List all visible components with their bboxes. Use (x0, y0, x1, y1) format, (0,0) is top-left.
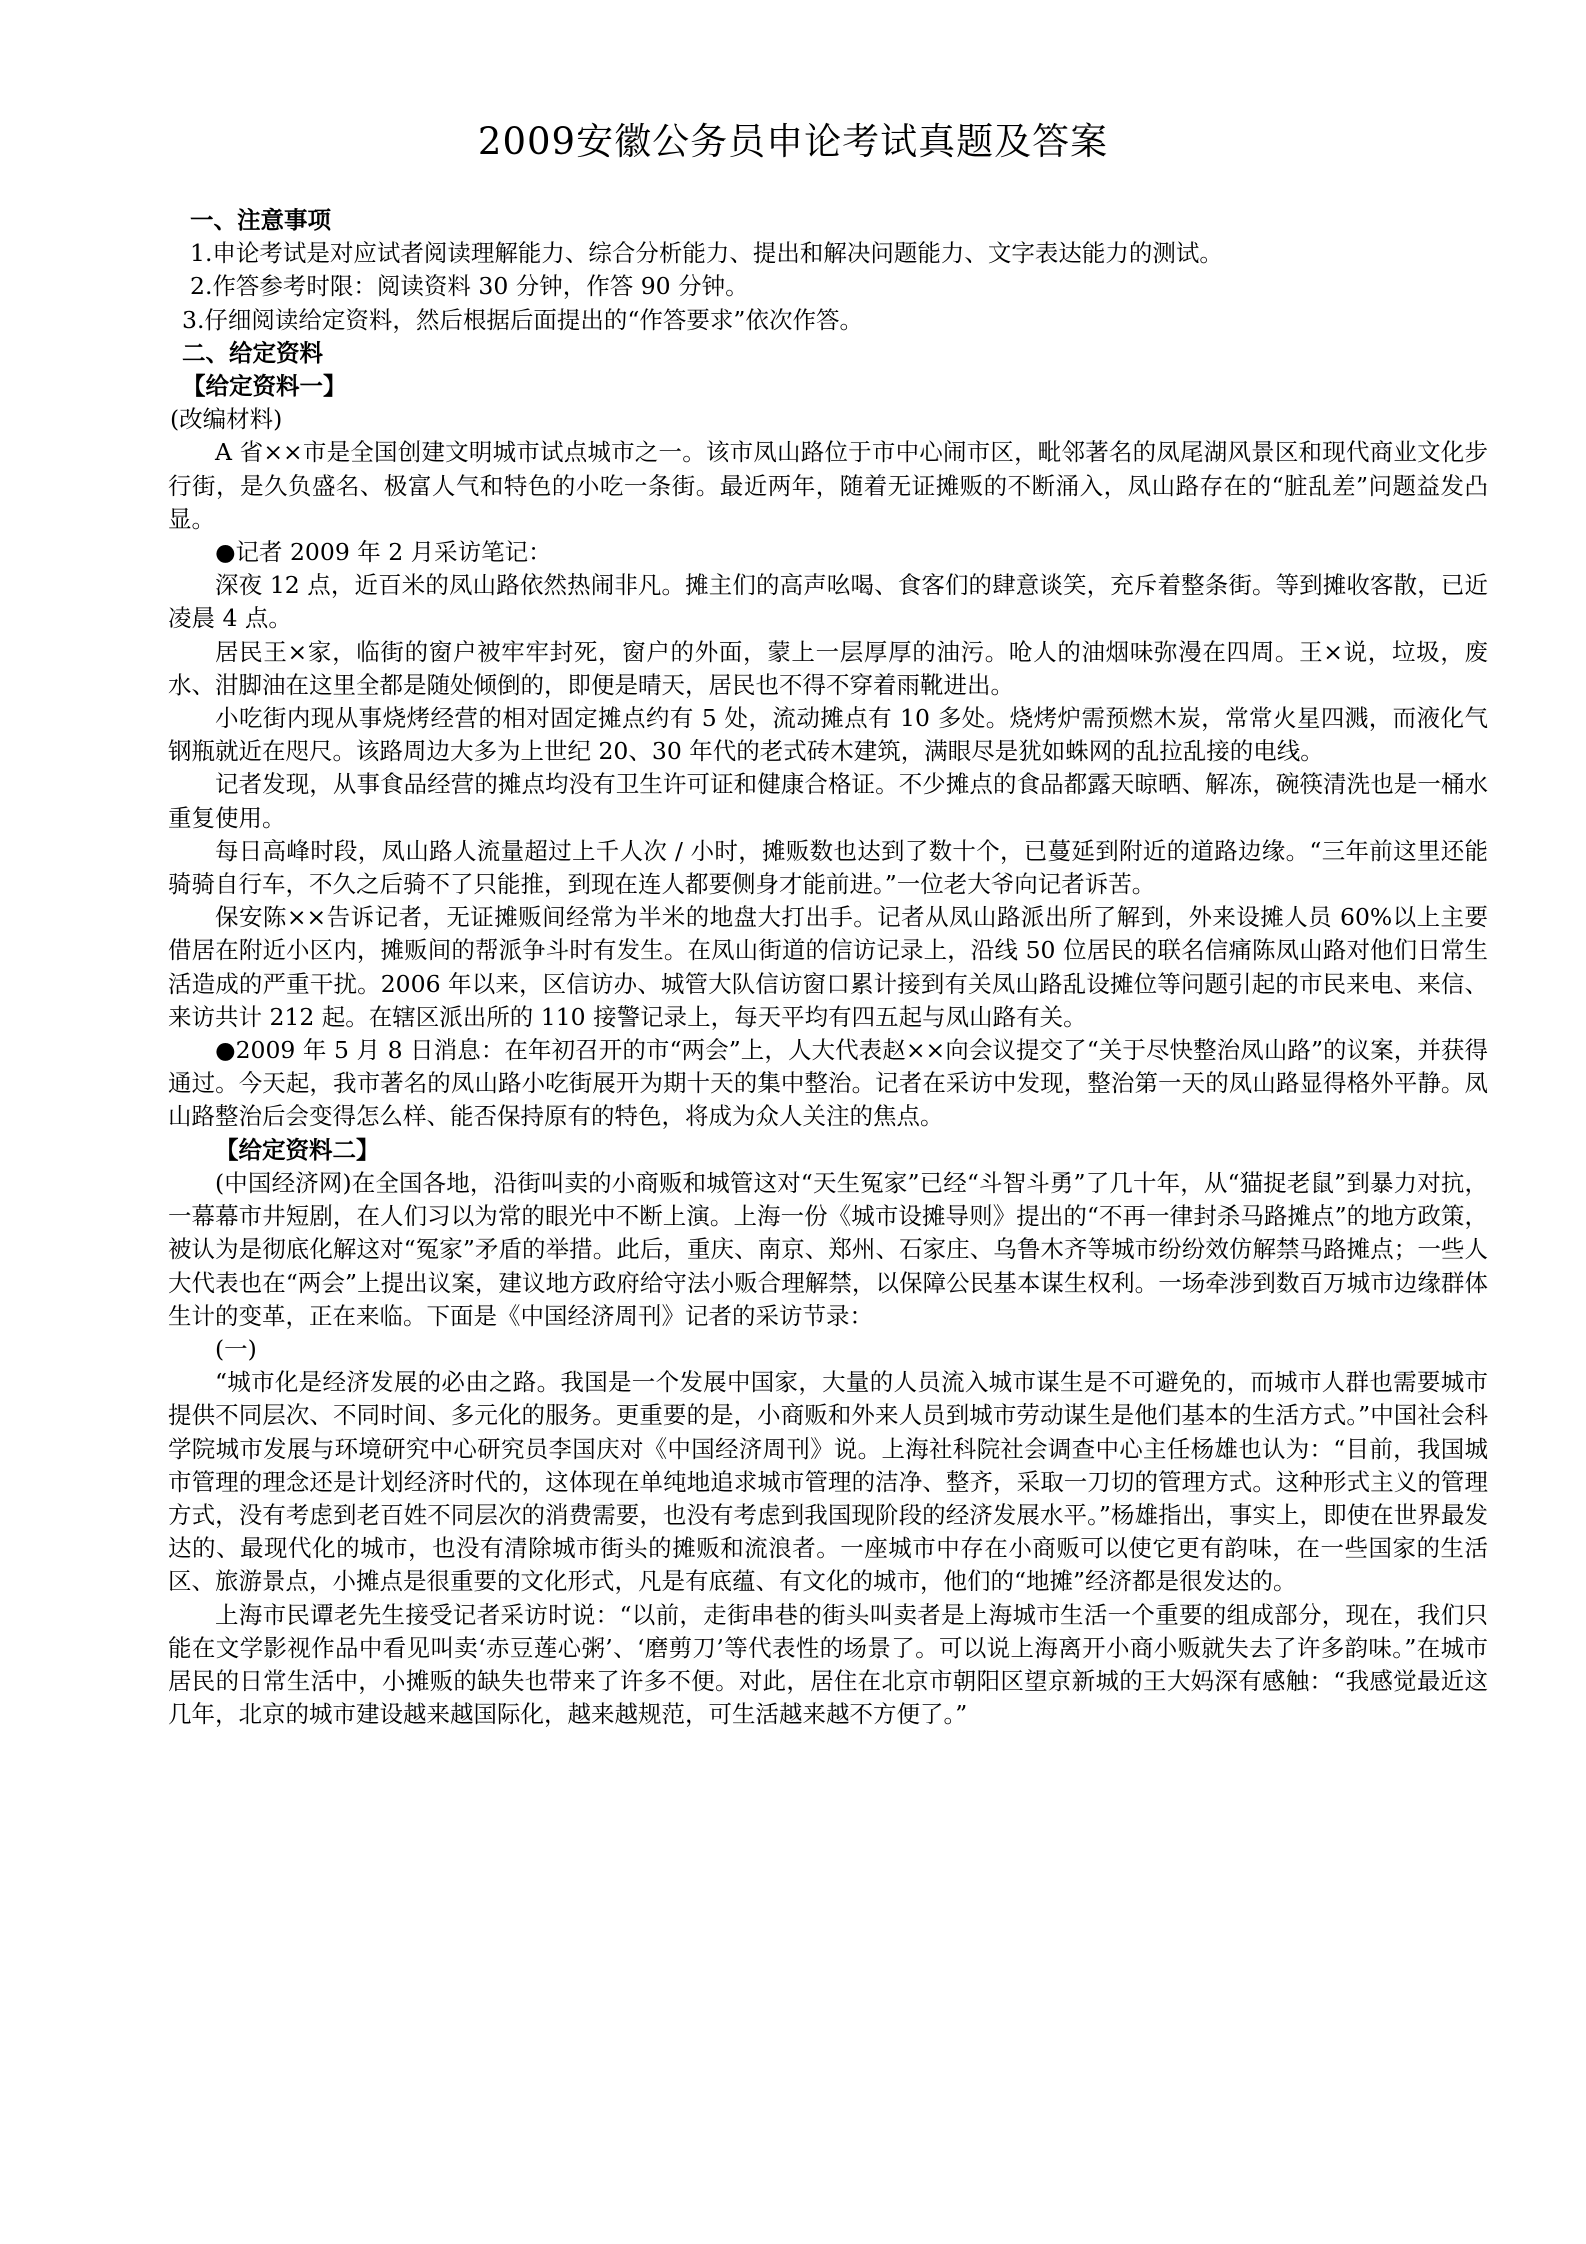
material1-paragraph-intro: A 省××市是全国创建文明城市试点城市之一。该市凤山路位于市中心闹市区，毗邻著名的凤尾湖风景区和现代商业文化步行街，是久负盛名、极富人气和特色的小吃一条街。最近两年，随着无证摊贩的不断涌入，凤山路存在的“脏乱差”问题益发凸显。 (168, 438, 1488, 533)
material1-paragraph-security: 保安陈××告诉记者，无证摊贩间经常为半米的地盘大打出手。记者从凤山路派出所了解到，外来设摊人员 60%以上主要借居在附近小区内，摊贩间的帮派争斗时有发生。在凤山街道的信访记录上，沿线 50 位居民的联名信痛陈凤山路对他们日常生活造成的严重干扰。2006 年以来，区信访办、城管大队信访窗口累计接到有关凤山路乱设摊位等问题引起的市民来电、来信、来访共计 212 起。在辖区派出所的 110 接警记录上，每天平均有四五起与凤山路有关。 (168, 903, 1488, 1031)
note-item-3: 3.仔细阅读给定资料，然后根据后面提出的“作答要求”依次作答。 (182, 305, 863, 334)
material2-paragraph-citizen: 上海市民谭老先生接受记者采访时说：“以前，走街串巷的街头叫卖者是上海城市生活一个重要的组成部分，现在，我们只能在文学影视作品中看见叫卖‘赤豆莲心粥’、‘磨剪刀’等代表性的场景了。可以说上海离开小商小贩就失去了许多韵味。”在城市居民的日常生活中，小摊贩的缺失也带来了许多不便。对此，居住在北京市朝阳区望京新城的王大妈深有感触：“我感觉最近这几年，北京的城市建设越来越国际化，越来越规范，可生活越来越不方便了。” (168, 1600, 1488, 1729)
material1-paragraph-news: ●2009 年 5 月 8 日消息：在年初召开的市“两会”上，人大代表赵××向会议提交了“关于尽快整治凤山路”的议案，并获得通过。今天起，我市著名的凤山路小吃街展开为期十天的集中整治。记者在采访中发现，整治第一天的凤山路显得格外平静。凤山路整治后会变得怎么样、能否保持原有的特色，将成为众人关注的焦点。 (168, 1036, 1488, 1131)
document-body (168, 204, 1488, 1731)
material2-subsection-marker: (一) (215, 1334, 257, 1363)
document-title: 2009安徽公务员申论考试真题及答案 (477, 120, 1109, 163)
material-source-note: (改编材料) (170, 405, 283, 434)
material-heading-1: 【给定资料一】 (182, 372, 347, 401)
material1-paragraph-night: 深夜 12 点，近百米的凤山路依然热闹非凡。摊主们的高声吆喝、食客们的肆意谈笑，充斥着整条街。等到摊收客散，已近凌晨 4 点。 (168, 571, 1488, 633)
section-heading-notes: 一、注意事项 (190, 206, 331, 234)
note-item-2: 2.作答参考时限：阅读资料 30 分钟，作答 90 分钟。 (190, 272, 749, 301)
section-heading-materials: 二、给定资料 (182, 338, 323, 367)
material2-paragraph-expert: “城市化是经济发展的必由之路。我国是一个发展中国家，大量的人员流入城市谋生是不可避免的，而城市人群也需要城市提供不同层次、不同时间、多元化的服务。更重要的是，小商贩和外来人员到城市劳动谋生是他们基本的生活方式。”中国社会科学院城市发展与环境研究中心研究员李国庆对《中国经济周刊》说。上海社科院社会调查中心主任杨雄也认为：“目前，我国城市管理的理念还是计划经济时代的，这体现在单纯地追求城市管理的洁净、整齐，采取一刀切的管理方式。这种形式主义的管理方式，没有考虑到老百姓不同层次的消费需要，也没有考虑到我国现阶段的经济发展水平。”杨雄指出，事实上，即使在世界最发达的、最现代化的城市，也没有清除城市街头的摊贩和流浪者。一座城市中存在小商贩可以使它更有韵味，在一些国家的生活区、旅游景点，小摊点是很重要的文化形式，凡是有底蕴、有文化的城市，他们的“地摊”经济都是很发达的。 (168, 1368, 1488, 1596)
material1-paragraph-hygiene: 记者发现，从事食品经营的摊点均没有卫生许可证和健康合格证。不少摊点的食品都露天晾晒、解冻，碗筷清洗也是一桶水重复使用。 (168, 770, 1488, 832)
material1-paragraph-bbq: 小吃街内现从事烧烤经营的相对固定摊点约有 5 处，流动摊点有 10 多处。烧烤炉需预燃木炭，常常火星四溅，而液化气钢瓶就近在咫尺。该路周边大多为上世纪 20、30 年代的老式砖木建筑，满眼尽是犹如蛛网的乱拉乱接的电线。 (168, 704, 1488, 766)
material1-paragraph-notes-heading: ●记者 2009 年 2 月采访笔记： (215, 538, 552, 567)
note-item-1: 1.申论考试是对应试者阅读理解能力、综合分析能力、提出和解决问题能力、文字表达能力的测试。 (190, 239, 1223, 268)
material2-paragraph-intro: (中国经济网)在全国各地，沿街叫卖的小商贩和城管这对“天生冤家”已经“斗智斗勇”了几十年，从“猫捉老鼠”到暴力对抗，一幕幕市井短剧，在人们习以为常的眼光中不断上演。上海一份《城市设摊导则》提出的“不再一律封杀马路摊点”的地方政策，被认为是彻底化解这对“冤家”矛盾的举措。此后，重庆、南京、郑州、石家庄、乌鲁木齐等城市纷纷效仿解禁马路摊点；一些人大代表也在“两会”上提出议案，建议地方政府给守法小贩合理解禁，以保障公民基本谋生权利。一场牵涉到数百万城市边缘群体生计的变革，正在来临。下面是《中国经济周刊》记者的采访节录： (168, 1168, 1488, 1330)
material-heading-2: 【给定资料二】 (215, 1135, 380, 1164)
material1-paragraph-resident: 居民王×家，临街的窗户被牢牢封死，窗户的外面，蒙上一层厚厚的油污。呛人的油烟味弥漫在四周。王×说，垃圾，废水、泔脚油在这里全都是随处倾倒的，即便是晴天，居民也不得不穿着雨靴进出。 (168, 637, 1488, 699)
material1-paragraph-traffic: 每日高峰时段，凤山路人流量超过上千人次 / 小时，摊贩数也达到了数十个，已蔓延到附近的道路边缘。“三年前这里还能骑骑自行车，不久之后骑不了只能推，到现在连人都要侧身才能前进。”一位老大爷向记者诉苦。 (168, 836, 1488, 899)
